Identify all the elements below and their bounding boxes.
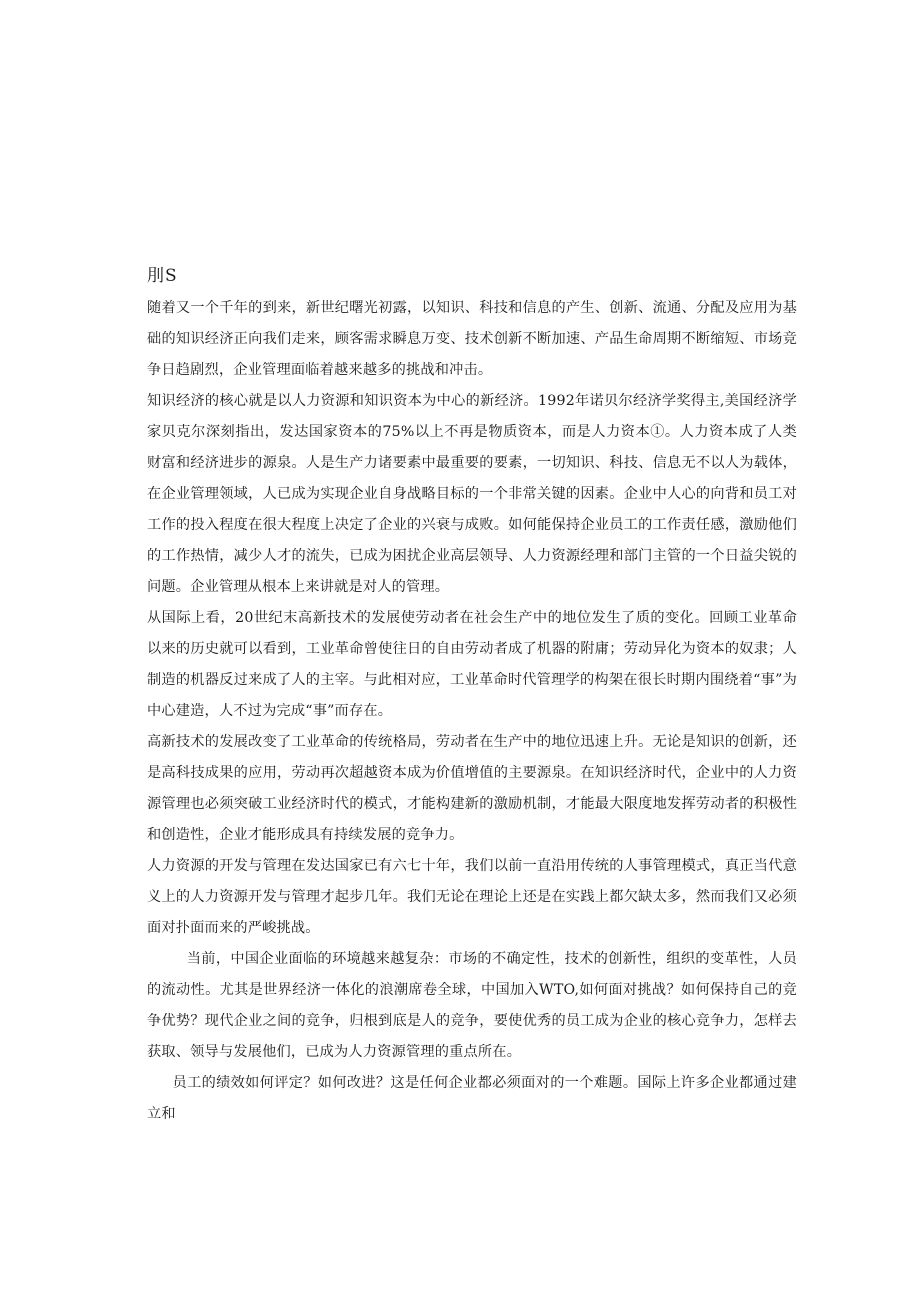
paragraph-6: 当前，中国企业面临的环境越来越复杂：市场的不确定性，技术的创新性，组织的变革性，人员的流动性。尤其是世界经济一体化的浪潮席卷全球，中国加入WTO,如何面对挑战？如何保持自己的竞争优势？现代企业之间的竞争，归根到底是人的竞争，要使优秀的员工成为企业的核心竞争力，怎样去获取、领导与发展他们，已成为人力资源管理的重点所在。 xyxy=(147,951,797,1060)
paragraph-5: 人力资源的开发与管理在发达国家已有六七十年，我们以前一直沿用传统的人事管理模式，真正当代意义上的人力资源开发与管理才起步几年。我们无论在理论上还是在实践上都欠缺太多，然而我们又必须面对扑面而来的严峻挑战。 xyxy=(147,858,797,936)
paragraph-1: 随着又一个千年的到来，新世纪曙光初露，以知识、科技和信息的产生、创新、流通、分配及应用为基础的知识经济正向我们走来，顾客需求瞬息万变、技术创新不断加速、产品生命周期不断缩短、市场竞争日趋剧烈，企业管理面临着越来越多的挑战和冲击。 xyxy=(147,300,797,378)
paragraph-2: 知识经济的核心就是以人力资源和知识资本为中心的新经济。1992年诺贝尔经济学奖得主,美国经济学家贝克尔深刻指出，发达国家资本的75%以上不再是物质资本，而是人力资本①。人力资本成了人类财富和经济进步的源泉。人是生产力诸要素中最重要的要素，一切知识、科技、信息无不以人为载体，在企业管理领域，人已成为实现企业自身战略目标的一个非常关键的因素。企业中人心的向背和员工对工作的投入程度在很大程度上决定了企业的兴衰与成败。如何能保持企业员工的工作责任感，激励他们的工作热情，减少人才的流失，已成为困扰企业高层领导、人力资源经理和部门主管的一个日益尖锐的问题。企业管理从根本上来讲就是对人的管理。 xyxy=(147,393,797,595)
paragraph-4: 高新技术的发展改变了工业革命的传统格局，劳动者在生产中的地位迅速上升。无论是知识的创新，还是高科技成果的应用，劳动再次超越资本成为价值增值的主要源泉。在知识经济时代，企业中的人力资源管理也必须突破工业经济时代的模式，才能构建新的激励机制，才能最大限度地发挥劳动者的积极性和创造性，企业才能形成具有持续发展的竞争力。 xyxy=(147,734,797,843)
paragraph-7: 员工的绩效如何评定？如何改进？这是任何企业都必须面对的一个难题。国际上许多企业都通过建立和 xyxy=(147,1075,797,1122)
section-heading: 刖S xyxy=(147,266,178,286)
paragraph-3: 从国际上看，20世纪末高新技术的发展使劳动者在社会生产中的地位发生了质的变化。回顾工业革命以来的历史就可以看到，工业革命曾使往日的自由劳动者成了机器的附庸；劳动异化为资本的奴隶；人制造的机器反过来成了人的主宰。与此相对应，工业革命时代管理学的构架在很长时期内围绕着“事”为中心建造，人不过为完成“事”而存在。 xyxy=(147,610,797,719)
